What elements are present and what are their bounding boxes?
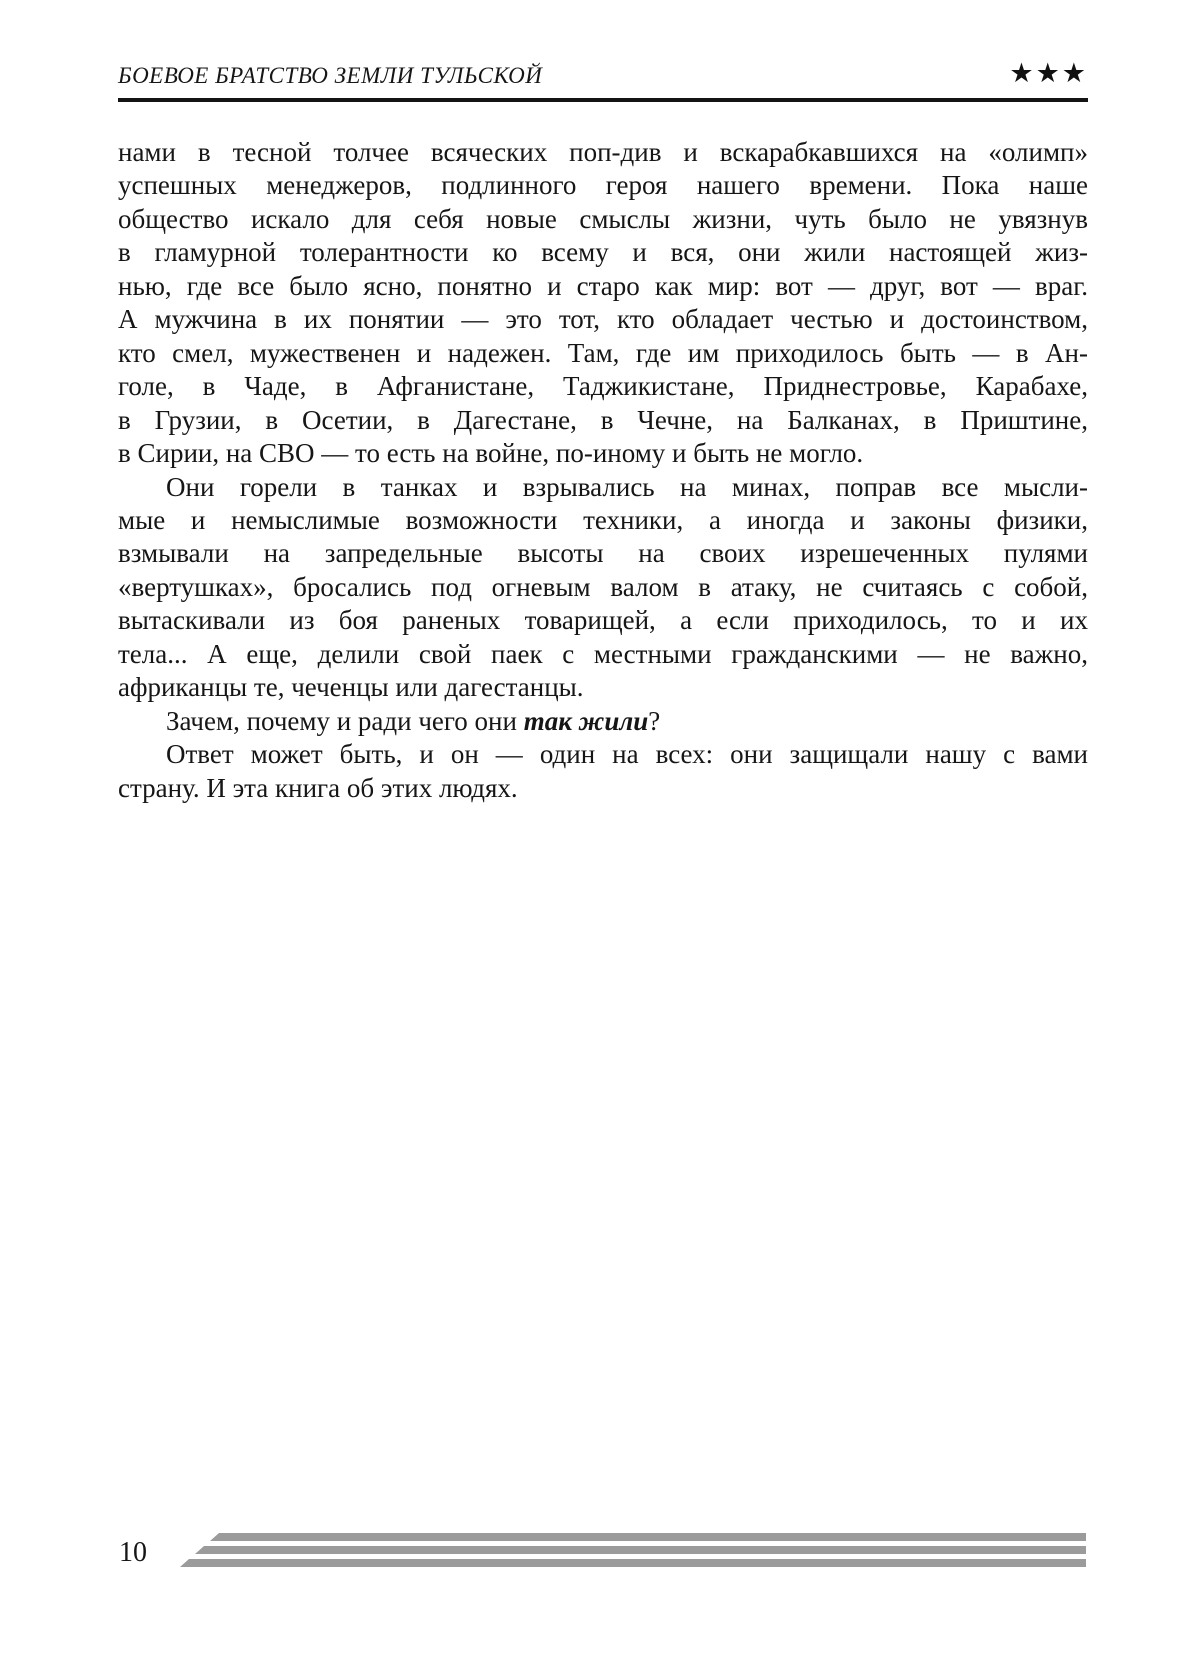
text-segment: ? bbox=[648, 705, 661, 736]
text-segment: Зачем, почему и ради чего они bbox=[166, 705, 524, 736]
text-line: мые и немыслимые возможности техники, а иногда и законы физики, bbox=[118, 504, 1088, 535]
paragraph bbox=[118, 136, 1088, 471]
text-line: А мужчина в их понятии — это тот, кто обладает честью и достоинством, bbox=[118, 304, 1088, 335]
text-line: в гламурной толерантности ко всему и вся, они жили настоящей жиз- bbox=[118, 237, 1088, 268]
text-line: нами в тесной толчее всяческих поп-див и вскарабкавшихся на «олимп» bbox=[118, 137, 1088, 167]
body-text bbox=[118, 136, 1088, 805]
text-line: вытаскивали из боя раненых товарищей, а если приходилось, то и их bbox=[118, 605, 1088, 636]
text-line: кто смел, мужественен и надежен. Там, где им приходилось быть — в Ан- bbox=[118, 337, 1088, 368]
three-stars-icon: ★★★ bbox=[1009, 58, 1088, 89]
footer-stripe bbox=[180, 1559, 1086, 1567]
text-line: в Грузии, в Осетии, в Дагестане, в Чечне, на Балканах, в Приштине, bbox=[118, 404, 1088, 435]
page-number: 10 bbox=[119, 1537, 147, 1568]
text-line: страну. И эта книга об этих людях. bbox=[118, 772, 518, 803]
text-line: нью, где все было ясно, понятно и старо как мир: вот — друг, вот — враг. bbox=[118, 270, 1088, 301]
text-line: взмывали на запредельные высоты на своих изрешеченных пулями bbox=[118, 538, 1088, 569]
text-line: тела... А еще, делили свой паек с местными гражданскими — не важно, bbox=[118, 638, 1088, 669]
text-line: голе, в Чаде, в Афганистане, Таджикистане, Приднестровье, Карабахе, bbox=[118, 371, 1088, 402]
paragraph bbox=[118, 738, 1088, 805]
paragraph bbox=[118, 705, 1088, 738]
text-line: в Сирии, на СВО — то есть на войне, по-иному и быть не могло. bbox=[118, 438, 864, 469]
footer-stripe bbox=[195, 1546, 1086, 1554]
header-rule bbox=[118, 98, 1088, 102]
text-line: Они горели в танках и взрывались на минах, поправ все мысли- bbox=[166, 471, 1088, 502]
footer-stripe bbox=[210, 1533, 1086, 1541]
running-title: БОЕВОЕ БРАТСТВО ЗЕМЛИ ТУЛЬСКОЙ bbox=[118, 63, 543, 88]
text-line bbox=[118, 705, 1088, 738]
text-line: общество искало для себя новые смыслы жизни, чуть было не увязнув bbox=[118, 203, 1088, 234]
text-line: успешных менеджеров, подлинного героя нашего времени. Пока наше bbox=[118, 170, 1088, 201]
emphasis-text: так жили bbox=[523, 705, 649, 736]
text-line: «вертушках», бросались под огневым валом в атаку, не считаясь с собой, bbox=[118, 571, 1088, 602]
text-line: Ответ может быть, и он — один на всех: они защищали нашу с вами bbox=[166, 739, 1088, 770]
paragraph bbox=[118, 471, 1088, 705]
text-line: африканцы те, чеченцы или дагестанцы. bbox=[118, 672, 584, 703]
